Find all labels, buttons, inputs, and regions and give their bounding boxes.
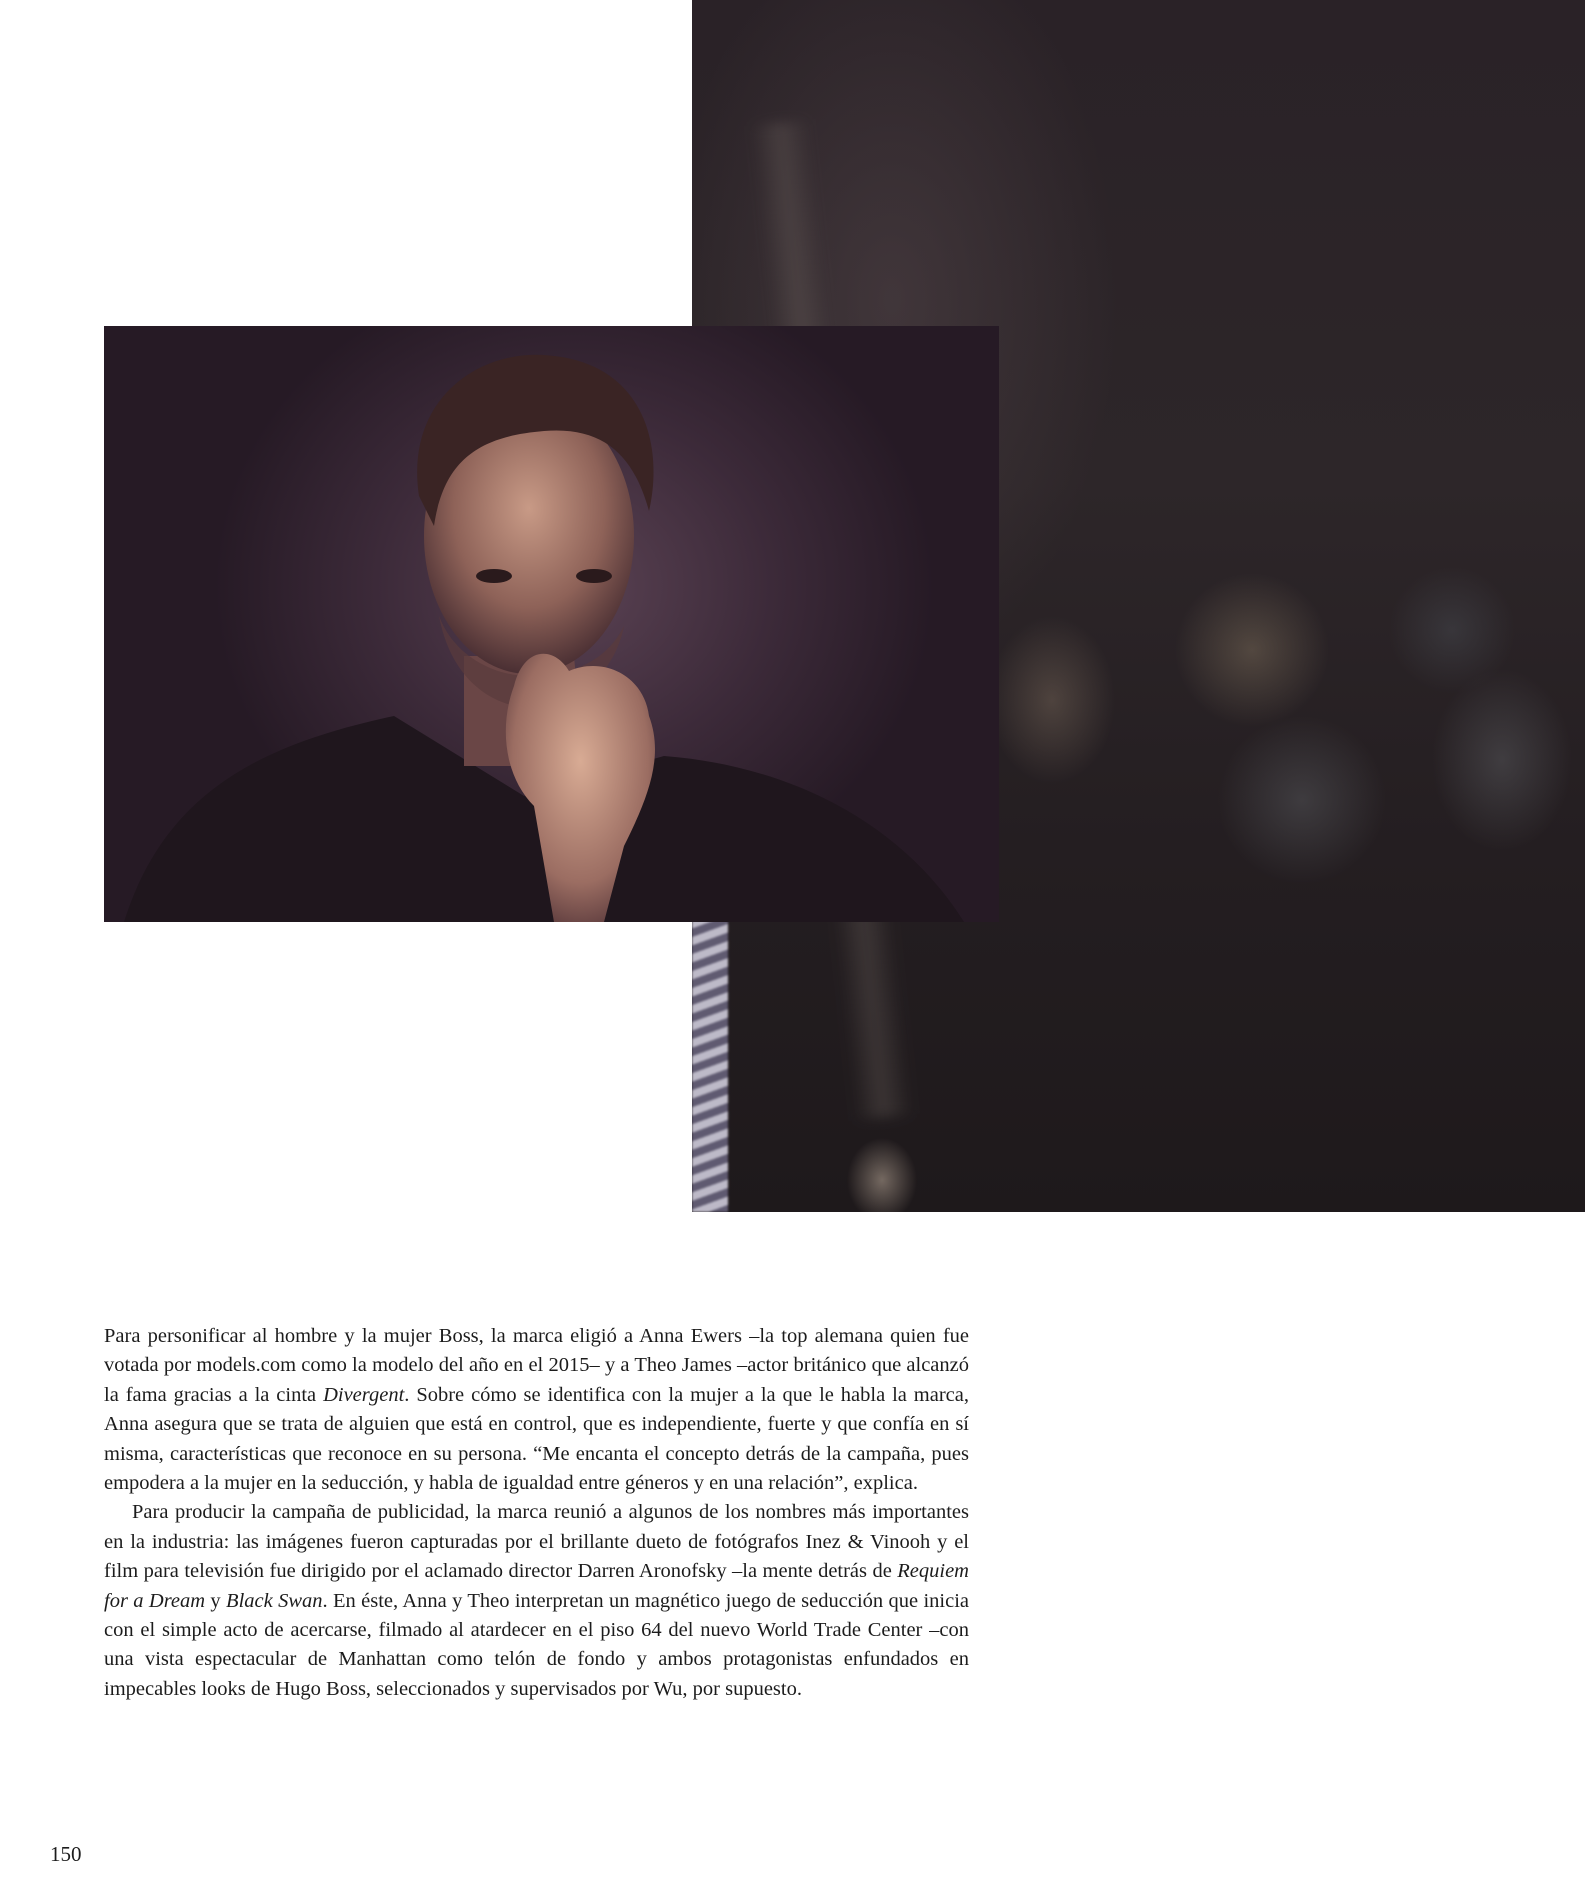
paragraph-1-text-a: Para personificar al hombre y la mujer Boss, la marca eligió a Anna Ewers –la top alemana quien fue votada por models.com como la modelo del año en el 2015– y a Theo James –actor británico que alcanzó la fama gracias a la cinta: [104, 1325, 969, 1406]
film-title-requiem: Requiem for a Dream: [104, 1560, 969, 1612]
page-number: 150: [50, 1842, 82, 1866]
man-portrait-illustration: [104, 326, 999, 922]
paragraph-2-text-b: y: [205, 1589, 227, 1612]
article-body: [104, 1322, 969, 1704]
paragraph-2-text-c: . En éste, Anna y Theo interpretan un magnético juego de seducción que inicia con el simple acto de acercarse, filmado al atardecer en el piso 64 del nuevo World Trade Center –con una vista espectacular de Manhattan como telón de fondo y ambos protagonistas enfundados en impecables looks de Hugo Boss, seleccionados y supervisados por Wu, por supuesto.: [104, 1589, 969, 1700]
film-title-black-swan: Black Swan: [226, 1589, 323, 1612]
paragraph-2-text-a: Para producir la campaña de publicidad, la marca reunió a algunos de los nombres más importantes en la industria: las imágenes fueron capturadas por el brillante dueto de fotógrafos Inez & Vinooh y el film para televisión fue dirigido por el aclamado director Darren Aronofsky –la mente detrás de: [104, 1501, 969, 1583]
article-paragraph-1: [104, 1322, 969, 1498]
paragraph-1-text-b: . Sobre cómo se identifica con la mujer a la que le habla la marca, Anna asegura que se trata de alguien que está en control, que es independiente, fuerte y que confía en sí misma, características que reconoce en su persona. “Me encanta el concepto detrás de la campaña, pues empodera a la mujer en la seducción, y habla de igualdad entre géneros y en una relación”, explica.: [104, 1383, 970, 1495]
film-title-divergent: Divergent: [323, 1383, 405, 1406]
portrait-photo: [104, 326, 999, 922]
rope-detail: [692, 920, 728, 1212]
article-paragraph-2: [104, 1498, 969, 1704]
